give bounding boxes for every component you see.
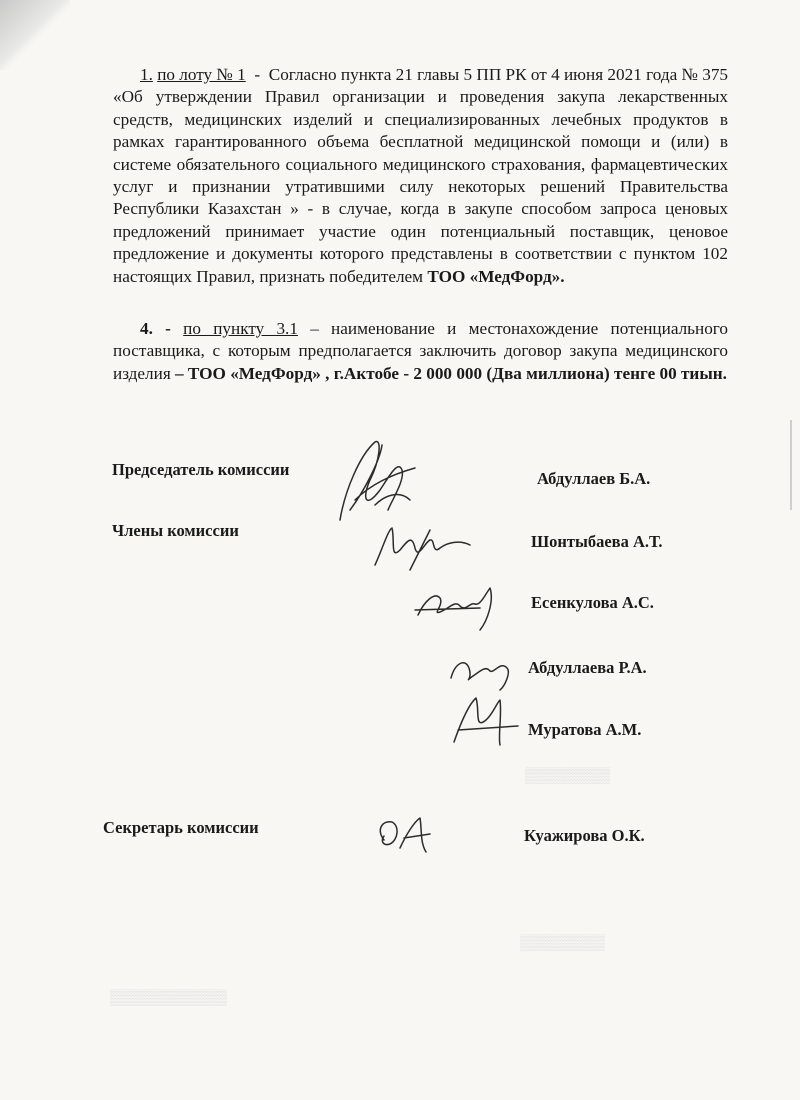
paragraph-lot-1 bbox=[113, 64, 728, 288]
member-signature bbox=[370, 520, 480, 580]
member-name: Шонтыбаева А.Т. bbox=[531, 532, 663, 551]
chairman-name: Абдуллаев Б.А. bbox=[537, 469, 651, 488]
item-number: 1. bbox=[140, 65, 153, 84]
secretary-name: Куажирова О.К. bbox=[524, 826, 645, 845]
supplier-amount: – ТОО «МедФорд» , г.Актобе - 2 000 000 (Два миллиона) тенге 00 тиын. bbox=[175, 363, 727, 383]
member-name: Муратова А.М. bbox=[528, 720, 642, 739]
lot-reference: по лоту № 1 bbox=[157, 65, 246, 84]
chairman-role-label: Председатель комиссии bbox=[112, 460, 290, 479]
member-signature bbox=[410, 580, 510, 635]
members-role-label: Члены комиссии bbox=[112, 521, 239, 540]
winner-name: ТОО «МедФорд». bbox=[427, 266, 565, 286]
bleed-through-text: ▒▒▒▒▒▒▒▒▒▒▒ bbox=[110, 990, 227, 1006]
separator: - bbox=[165, 319, 171, 338]
item-number: 4. bbox=[140, 319, 153, 338]
point-reference: по пункту 3.1 bbox=[183, 319, 298, 338]
member-name: Абдуллаева Р.А. bbox=[528, 658, 647, 677]
paragraph-point-3-1 bbox=[113, 318, 728, 385]
secretary-role-label: Секретарь комиссии bbox=[103, 818, 259, 837]
member-signature bbox=[448, 690, 528, 750]
bleed-through-text: ▒▒▒▒▒▒▒▒ bbox=[525, 768, 611, 784]
paragraph-text: – наименование и местонахождение потенциального поставщика, с которым предполагается заключить договор закупа медицинского изделия bbox=[113, 319, 729, 383]
separator: - bbox=[254, 65, 261, 84]
folded-corner bbox=[0, 0, 70, 70]
member-signature bbox=[445, 648, 525, 693]
bleed-through-text: ▒▒▒▒▒▒▒▒ bbox=[520, 935, 606, 951]
paragraph-text: Согласно пункта 21 главы 5 ПП РК от 4 июня 2021 года № 375 «Об утверждении Правил организации и проведения закупа лекарственных средств, медицинских изделий и специализированных лечебных продуктов в рамках гарантированного объема бесплатной медицинской помощи и (или) в системе обязательного социального медицинского страхования, фармацевтических услуг и признании утратившими силу некоторых решений Правительства Республики Казахстан » - в случае, когда в закупе способом запроса ценовых предложений принимает участие один потенциальный поставщик, ценовое предложение и документы которого представлены в соответствии с пунктом 102 настоящих Правил, признать победителем bbox=[113, 65, 729, 286]
scan-artifact bbox=[790, 420, 792, 510]
member-name: Есенкулова А.С. bbox=[531, 593, 654, 612]
secretary-signature bbox=[370, 810, 440, 860]
